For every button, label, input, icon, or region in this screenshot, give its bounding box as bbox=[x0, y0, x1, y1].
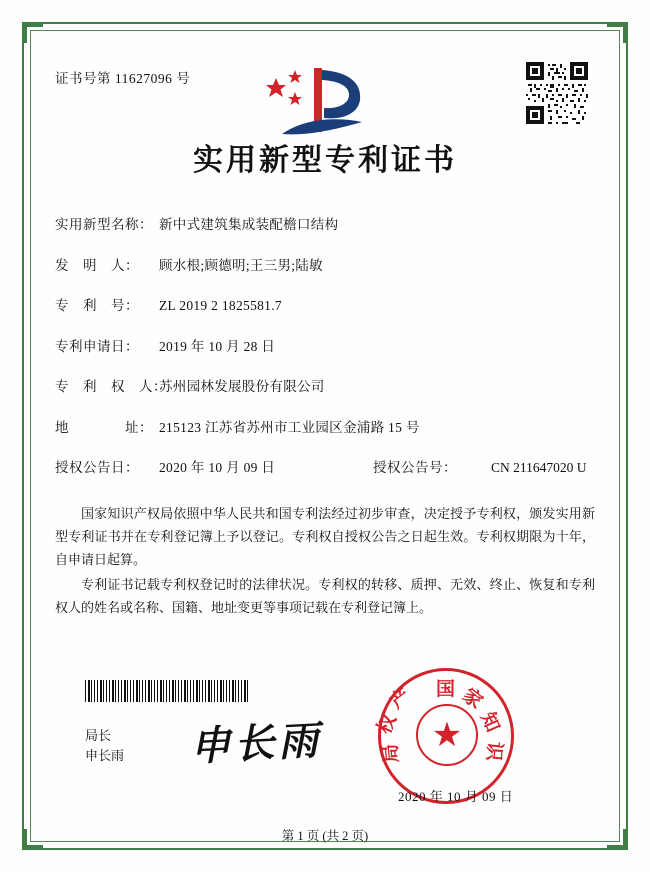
field-row-patent-number bbox=[55, 294, 595, 314]
field-label-application-date: 专利申请日： bbox=[55, 338, 139, 354]
seal-char-5: 产 bbox=[386, 684, 415, 714]
field-label-grant-date: 授权公告日： bbox=[55, 460, 139, 475]
field-label-address: 地 址： bbox=[55, 419, 153, 435]
field-row-application-date bbox=[55, 335, 595, 355]
field-row-grant bbox=[55, 456, 595, 476]
field-value-inventor: 顾水根;顾德明;王三男;陆敏 bbox=[159, 257, 323, 273]
field-value-grant-number: CN 211647020 U bbox=[491, 460, 587, 475]
legal-paragraph-2: 专利证书记载专利权登记时的法律状况。专利权的转移、质押、无效、终止、恢复和专利权人的姓名或名称、国籍、地址变更等事项记载在专利登记簿上。 bbox=[55, 577, 595, 615]
seal-char-1: 国 bbox=[436, 679, 456, 700]
certificate-content bbox=[55, 55, 595, 621]
corner-ornament-top-right bbox=[607, 24, 626, 43]
handwritten-signature: 申长雨 bbox=[189, 717, 324, 770]
seal-char-7: 局 bbox=[380, 742, 403, 764]
seal-char-6: 权 bbox=[373, 711, 401, 738]
field-row-patentee bbox=[55, 375, 595, 395]
page-title: 实用新型专利证书 bbox=[193, 144, 457, 177]
corner-ornament-top-left bbox=[24, 24, 43, 43]
seal-date: 2020 年 10 月 09 日 bbox=[398, 789, 514, 804]
field-list bbox=[55, 213, 595, 476]
signature-role: 局长 bbox=[85, 728, 112, 743]
page-number: 第 1 页 (共 2 页) bbox=[281, 829, 369, 843]
field-value-address: 215123 江苏省苏州市工业园区金浦路 15 号 bbox=[159, 419, 420, 435]
seal-char-2: 家 bbox=[458, 684, 487, 714]
legal-text bbox=[55, 502, 595, 619]
field-row-address bbox=[55, 416, 595, 436]
signature-name: 申长雨 bbox=[85, 748, 125, 763]
field-row-inventor bbox=[55, 254, 595, 274]
field-value-patent-number: ZL 2019 2 1825581.7 bbox=[159, 298, 282, 313]
field-value-name: 新中式建筑集成装配檐口结构 bbox=[159, 217, 339, 232]
seal-emblem-icon: ★ bbox=[416, 704, 478, 766]
field-label-inventor: 发 明 人： bbox=[55, 257, 139, 273]
field-row-name bbox=[55, 213, 595, 233]
seal-char-3: 知 bbox=[476, 709, 504, 736]
field-value-application-date: 2019 年 10 月 28 日 bbox=[159, 338, 276, 354]
barcode bbox=[85, 680, 250, 702]
certificate-number: 证书号第 11627096 号 bbox=[55, 71, 191, 86]
seal-char-4: 识 bbox=[482, 740, 505, 762]
field-value-grant-date: 2020 年 10 月 09 日 bbox=[159, 460, 276, 475]
field-label-name: 实用新型名称： bbox=[55, 217, 153, 232]
legal-paragraph-1: 国家知识产权局依照中华人民共和国专利法经过初步审查，决定授予专利权，颁发实用新型专利证书并在专利登记簿上予以登记。专利权自授权公告之日起生效。专利权期限为十年，自申请日起算。 bbox=[55, 506, 595, 567]
field-value-patentee: 苏州园林发展股份有限公司 bbox=[159, 379, 325, 394]
signature-block bbox=[85, 726, 124, 766]
field-label-grant-number: 授权公告号： bbox=[373, 460, 457, 475]
field-label-patentee: 专 利 权 人： bbox=[55, 379, 167, 394]
field-label-patent-number: 专 利 号： bbox=[55, 298, 139, 313]
